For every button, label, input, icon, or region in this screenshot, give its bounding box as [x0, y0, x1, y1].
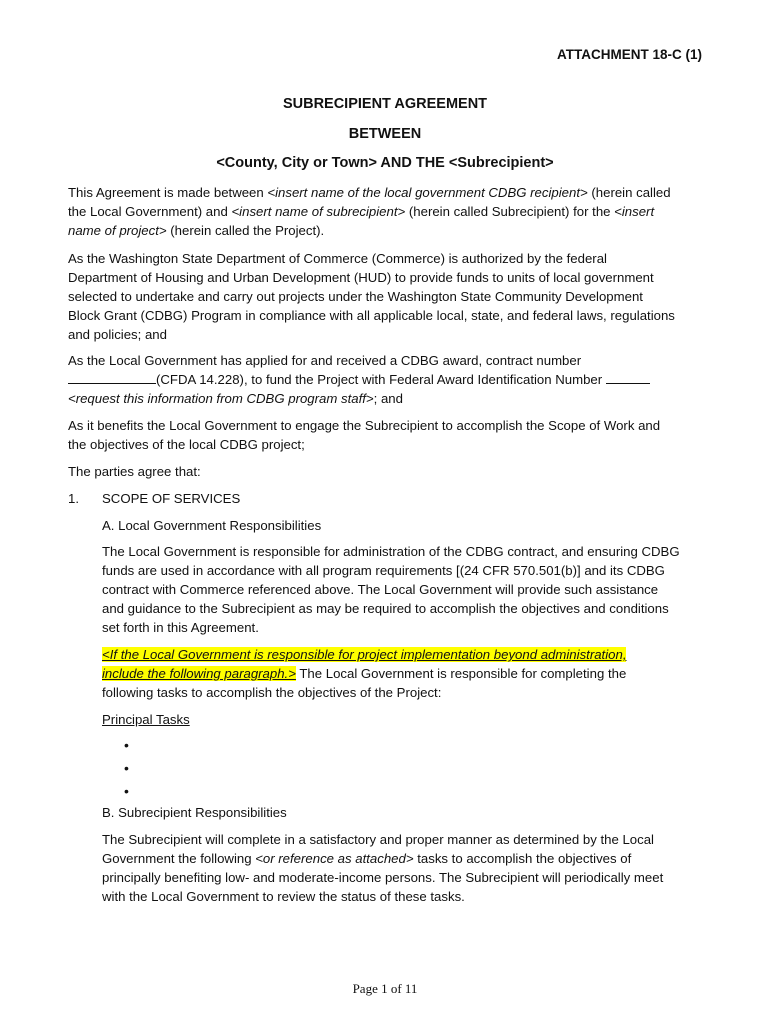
whereas1-line-5: and policies; and: [68, 327, 167, 342]
task-bullet-1: •: [124, 737, 129, 753]
subsection-a-line-4: and guidance to the Subrecipient as may be required to accomplish the objectives and conditions: [102, 601, 669, 616]
title-parties: <County, City or Town> AND THE <Subrecipient>: [216, 155, 554, 171]
subsection-a-line-2: funds are used in accordance with all program requirements [(24 CFR 570.501(b)] and its CDBG: [102, 563, 665, 578]
task-bullet-3: •: [124, 783, 129, 799]
subsection-b-heading: B. Subrecipient Responsibilities: [102, 805, 287, 820]
whereas1-line-2: Department of Housing and Urban Development (HUD) to provide funds to units of local government: [68, 270, 654, 285]
whereas1-line-1: As the Washington State Department of Commerce (Commerce) is authorized by the federal: [68, 251, 607, 266]
highlight-line-1: <If the Local Government is responsible for project implementation beyond administration,: [102, 647, 627, 662]
whereas1-line-4: Block Grant (CDBG) Program in compliance with all applicable local, state, and federal laws, regulations: [68, 308, 675, 323]
whereas3-line-2: the objectives of the local CDBG project;: [68, 437, 305, 452]
intro-line-3: name of project> (herein called the Project).: [68, 223, 325, 238]
award-id-blank[interactable]: [606, 370, 650, 384]
whereas1-line-3: selected to undertake and carry out projects under the Washington State Community Development: [68, 289, 643, 304]
subsection-b-line-2: Government the following <or reference as attached> tasks to accomplish the objectives of: [102, 851, 632, 866]
section-heading: SCOPE OF SERVICES: [102, 491, 241, 506]
page-number: Page 1 of 11: [352, 981, 418, 996]
contract-number-blank[interactable]: [68, 370, 156, 384]
subsection-a-line-1: The Local Government is responsible for administration of the CDBG contract, and ensuring CDBG: [102, 544, 680, 559]
intro-line-1: This Agreement is made between <insert name of the local government CDBG recipient> (herein called: [68, 185, 671, 200]
section-number: 1.: [68, 491, 79, 506]
subsection-b-line-4: with the Local Government to review the status of these tasks.: [102, 889, 465, 904]
principal-tasks-heading: Principal Tasks: [102, 712, 190, 727]
agreement-title: SUBRECIPIENT AGREEMENT: [282, 96, 488, 112]
whereas2-line-2: (CFDA 14.228), to fund the Project with Federal Award Identification Number: [68, 370, 650, 389]
subsection-a-line-5: set forth in this Agreement.: [102, 620, 259, 635]
subsection-a-line-3: contract with Commerce referenced above. The Local Government will provide such assistance: [102, 582, 659, 597]
subsection-a-heading: A. Local Government Responsibilities: [102, 518, 322, 533]
task-bullet-2: •: [124, 760, 129, 776]
whereas3-line-1: As it benefits the Local Government to engage the Subrecipient to accomplish the Scope of Work and: [68, 418, 661, 433]
title-between: BETWEEN: [348, 126, 422, 142]
intro-line-2: the Local Government) and <insert name of subrecipient> (herein called Subrecipient) for the <insert: [68, 204, 655, 219]
subsection-b-line-1: The Subrecipient will complete in a satisfactory and proper manner as determined by the Local: [102, 832, 654, 847]
attachment-label: ATTACHMENT 18-C (1): [557, 47, 702, 62]
subsection-b-line-3: principally benefiting low- and moderate-income persons. The Subrecipient will periodically meet: [102, 870, 664, 885]
whereas2-line-3: <request this information from CDBG program staff>; and: [68, 391, 403, 406]
subsection-a-last-line: following tasks to accomplish the objectives of the Project:: [102, 685, 442, 700]
whereas2-line-1: As the Local Government has applied for and received a CDBG award, contract number: [68, 353, 582, 368]
highlight-line-2: include the following paragraph.> The Local Government is responsible for completing the: [102, 666, 627, 681]
parties-agree: The parties agree that:: [68, 464, 201, 479]
